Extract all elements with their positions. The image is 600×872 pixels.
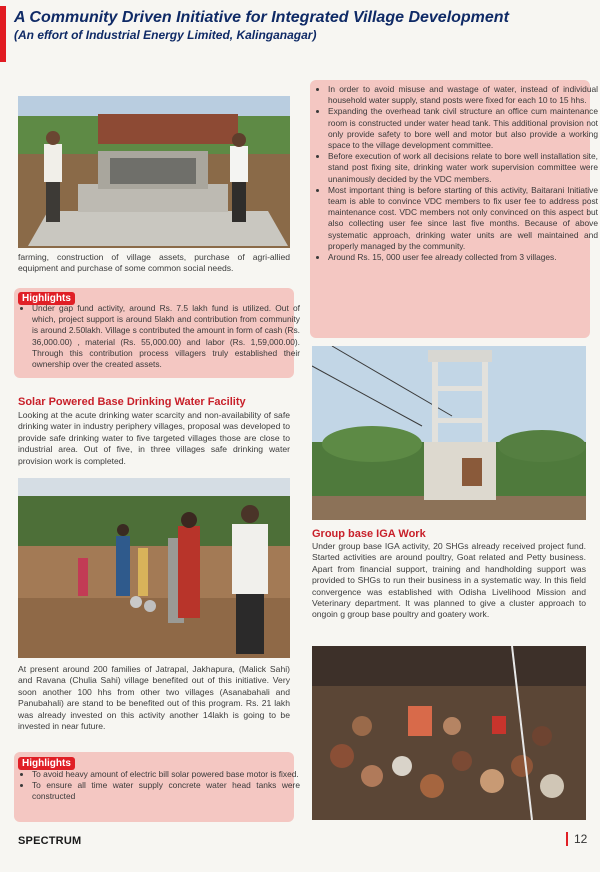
highlights-title: Highlights	[18, 757, 75, 770]
footer-brand: SPECTRUM	[18, 835, 82, 847]
photo-water-tank-construction	[18, 96, 290, 248]
solar-section-heading: Solar Powered Base Drinking Water Facility	[18, 396, 246, 408]
photo-poultry-farm	[312, 646, 586, 820]
bullet-item: • In order to avoid misuse and wastage of water, instead of individual household water supply, stand posts were fixed for each 10 to 15 hhs.	[328, 84, 598, 106]
highlight-item: • To ensure all time water supply concrete water head tanks were constructed	[32, 780, 300, 802]
highlight-item: • To avoid heavy amount of electric bill solar powered base motor is fixed.	[32, 769, 300, 780]
page-title: A Community Driven Initiative for Integrated Village Development	[14, 9, 509, 26]
bullet-item: • Before execution of work all decisions relate to bore well installation site, stand post fixing site, drinking water work supervision committee were unanimously decided by the VDC members.	[328, 151, 598, 185]
intro-text: farming, construction of village assets, purchase of agri-allied equipment and purchase of some common social needs.	[18, 252, 290, 274]
photo-overhead-water-tank	[312, 346, 586, 520]
bullet-item: • Expanding the overhead tank civil structure an office cum maintenance room is constructed under water head tank. This additional provision not only provide safety to bore well and motor but also provide a working space to the village development committee.	[328, 106, 598, 151]
iga-section-heading: Group base IGA Work	[312, 528, 426, 540]
page-subtitle: (An effort of Industrial Energy Limited, Kalinganagar)	[14, 28, 317, 42]
page-number: 12	[566, 832, 587, 846]
families-benefited-text: At present around 200 families of Jatrapal, Jakhapura, (Malick Sahi) and Ravana (Chulia Sahi) village benefited out of this initiative. Very soon another 100 hhs from other two villages (Asanabahali and Panubahali) are stand to be benefited out of this program. Rs. 21 lakh was already invested on this activity another 14lakh is going to be invested in near future.	[18, 664, 290, 732]
photo-villagers-water-tap	[18, 478, 290, 658]
title-accent-bar	[0, 6, 6, 62]
highlight-item: • Under gap fund activity, around Rs. 7.5 lakh fund is utilized. Out of which, project support is around 5lakh and contribution from community is around 2.50lakh. Village s contributed the amount in form of cash (Rs. 36,000.00) , material (Rs. 55,000.00) and labor (Rs. 1,59,000.00). Through this contribution process villagers truly established their ownership over the created assets.	[32, 303, 300, 370]
water-supply-bullets-box	[310, 80, 598, 338]
iga-paragraph: Under group base IGA activity, 20 SHGs already received project fund. Started activities are around poultry, Goat related and Petty business. Apart from financial support, training and handholding support was provided to SHGs to run their business in a systematic way. In this field convergence was established with Odisha Livelihood Mission and Veterinary department. It was planned to give a cluster approach to ongoin g group base poultry and goatery work.	[312, 541, 586, 620]
highlights-title: Highlights	[18, 292, 75, 305]
highlights-box-solar	[14, 752, 300, 822]
bullet-item: • Most important thing is before starting of this activity, Baitarani Initiative team is able to convince VDC members to fix user fee to address post maintenance cost. VDC members not only convinced on this aspect but also collecting user fee since last five months. Because of above systematic approach, drinking water units are well maintained and properly managed by the community.	[328, 185, 598, 252]
highlights-box-gap-fund	[14, 288, 300, 378]
solar-paragraph: Looking at the acute drinking water scarcity and non-availability of safe drinking water in industry periphery villages, proposal was developed to provide safe drinking water to five targeted villages those are close to industrial area. Out of five, in three villages safe drinking water provision work is completed.	[18, 410, 290, 466]
bullet-item: • Around Rs. 15, 000 user fee already collected from 3 villages.	[328, 252, 598, 263]
